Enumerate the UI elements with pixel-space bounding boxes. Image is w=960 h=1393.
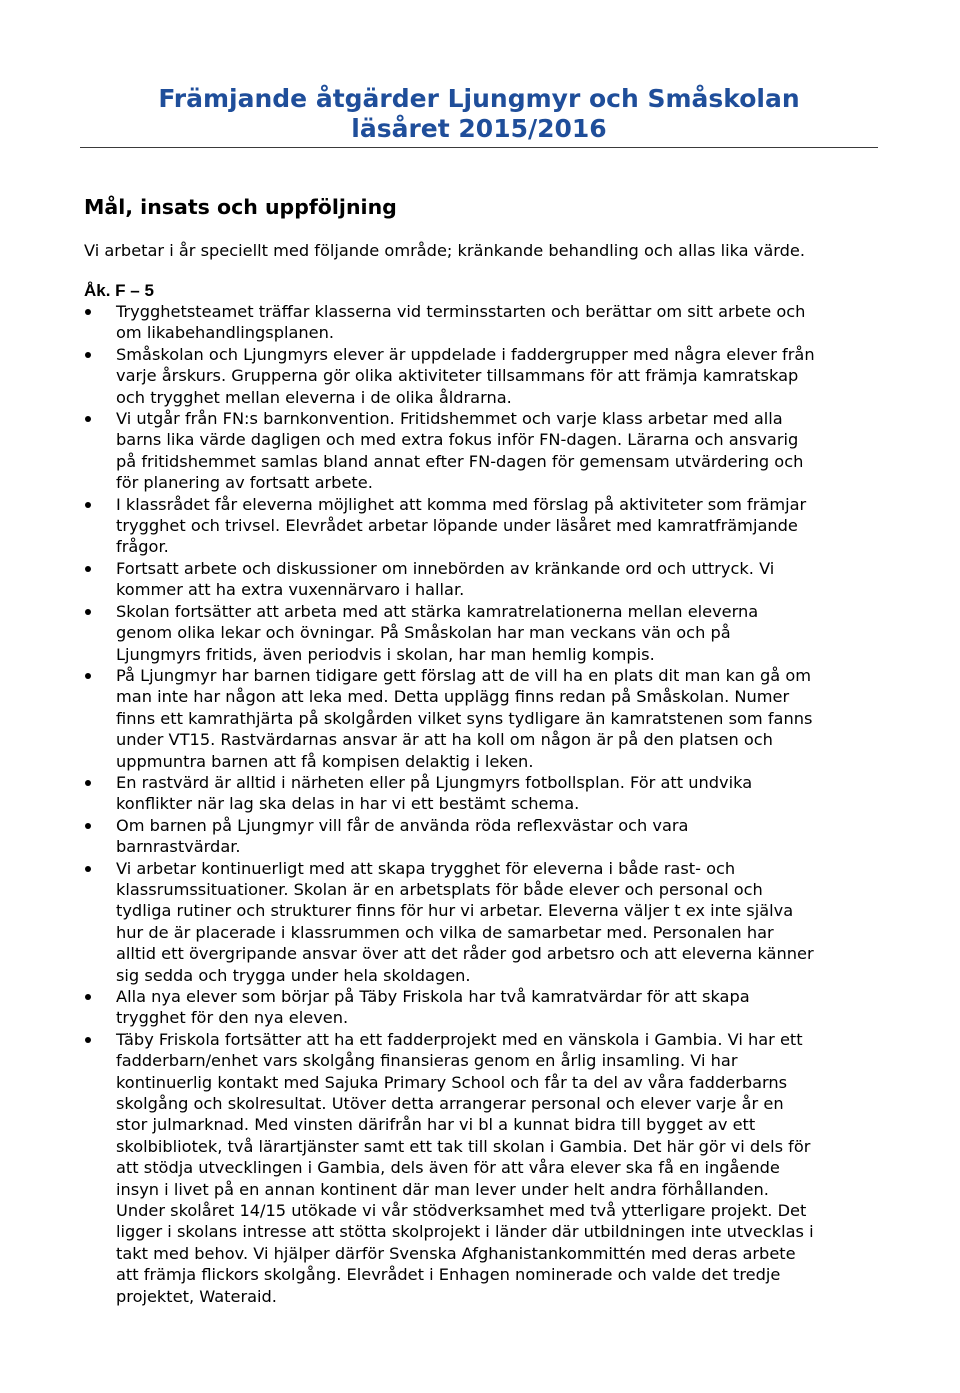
list-item <box>84 558 884 601</box>
bullet-text-line: trygghet för den nya eleven. <box>116 1008 349 1028</box>
bullet-icon <box>85 1037 91 1043</box>
bullet-text-line: Skolan fortsätter att arbeta med att stärka kamratrelationerna mellan eleverna <box>116 601 759 621</box>
bullet-text-line: Trygghetsteamet träffar klasserna vid terminsstarten och berättar om sitt arbete och <box>116 302 806 321</box>
bullet-text-line: Fortsatt arbete och diskussioner om innebörden av kränkande ord och uttryck. Vi <box>116 558 775 578</box>
bullet-icon <box>85 866 91 872</box>
bullet-icon <box>85 502 91 508</box>
document-title-line-2: läsåret 2015/2016 <box>351 114 607 143</box>
bullet-text-line: Vi arbetar kontinuerligt med att skapa trygghet för eleverna i både rast- och <box>116 858 736 878</box>
bullet-text-line: barnrastvärdar. <box>116 837 241 857</box>
document-title <box>80 84 878 144</box>
intro-paragraph: Vi arbetar i år speciellt med följande område; kränkande behandling och allas lika värde. <box>84 241 805 260</box>
bullet-text-line: Vi utgår från FN:s barnkonvention. Fritidshemmet och varje klass arbetar med alla <box>116 409 783 429</box>
list-item <box>84 601 884 665</box>
bullet-text-line: takt med behov. Vi hjälper därför Svenska Afghanistankommittén med deras arbete <box>116 1243 796 1263</box>
list-item <box>84 986 884 1029</box>
bullet-text-line: under VT15. Rastvärdarnas ansvar är att ha koll om någon är på den platsen och <box>116 730 773 750</box>
bullet-icon <box>85 566 91 572</box>
bullet-text-line: man inte har någon att leka med. Detta upplägg finns redan på Småskolan. Numer <box>116 687 790 707</box>
bullet-text-line: fadderbarn/enhet vars skolgång finansieras genom en årlig insamling. Vi har <box>116 1051 738 1071</box>
bullet-text-line: konflikter när lag ska delas in har vi ett bestämt schema. <box>116 794 580 814</box>
bullet-text-line: tydliga rutiner och strukturer finns för hur vi arbetar. Eleverna väljer t ex inte själva <box>116 901 794 921</box>
bullet-text-line: klassrumssituationer. Skolan är en arbetsplats för både elever och personal och <box>116 879 763 899</box>
bullet-text-line: varje årskurs. Grupperna gör olika aktiviteter tillsammans för att främja kamratskap <box>116 366 799 386</box>
list-item <box>84 344 884 408</box>
section-heading: Mål, insats och uppföljning <box>84 195 397 219</box>
bullet-text-line: Om barnen på Ljungmyr vill får de använda röda reflexvästar och vara <box>116 815 689 835</box>
bullet-text-line: barns lika värde dagligen och med extra fokus inför FN-dagen. Lärarna och ansvarig <box>116 430 799 450</box>
bullet-text-line: uppmuntra barnen att få kompisen delaktig i leken. <box>116 751 534 771</box>
bullet-text-line: kontinuerlig kontakt med Sajuka Primary School och får ta del av våra fadderbarns <box>116 1072 788 1092</box>
bullet-icon <box>85 673 91 679</box>
list-item <box>84 494 884 558</box>
list-item <box>84 1029 884 1307</box>
bullet-icon <box>85 994 91 1000</box>
bullet-text-line: Alla nya elever som börjar på Täby Friskola har två kamratvärdar för att skapa <box>116 987 750 1006</box>
list-item <box>84 301 884 344</box>
list-item <box>84 665 884 772</box>
title-divider <box>80 147 878 148</box>
list-item <box>84 772 884 815</box>
bullet-text-line: skolbibliotek, två lärartjänster samt ett tak till skolan i Gambia. Det här gör vi dels för <box>116 1136 811 1156</box>
bullet-text-line: Täby Friskola fortsätter att ha ett fadderprojekt med en vänskola i Gambia. Vi har ett <box>116 1029 803 1049</box>
bullet-text-line: att främja flickors skolgång. Elevrådet i Enhagen nominerade och valde det tredje <box>116 1265 781 1285</box>
bullet-icon <box>85 780 91 786</box>
bullet-text-line: Under skolåret 14/15 utökade vi vår stödverksamhet med två ytterligare projekt. Det <box>116 1201 807 1221</box>
bullet-text-line: På Ljungmyr har barnen tidigare gett förslag att de vill ha en plats dit man kan gå om <box>116 665 811 685</box>
bullet-text-line: trygghet och trivsel. Elevrådet arbetar löpande under läsåret med kamratfrämjande <box>116 516 798 536</box>
bullet-icon <box>85 309 91 315</box>
bullet-text-line: frågor. <box>116 537 169 557</box>
bullet-text-line: och trygghet mellan eleverna i de olika åldrarna. <box>116 387 512 407</box>
bullet-text-line: genom olika lekar och övningar. På Småskolan har man veckans vän och på <box>116 623 731 643</box>
bullet-text-line: sig sedda och trygga under hela skoldagen. <box>116 965 471 985</box>
bullet-icon <box>85 609 91 615</box>
document-title-line-1: Främjande åtgärder Ljungmyr och Småskolan <box>158 84 800 113</box>
list-item <box>84 815 884 858</box>
bullet-text-line: Småskolan och Ljungmyrs elever är uppdelade i faddergrupper med några elever från <box>116 344 815 364</box>
bullet-text-line: om likabehandlingsplanen. <box>116 323 335 343</box>
bullet-text-line: En rastvärd är alltid i närheten eller på Ljungmyrs fotbollsplan. För att undvika <box>116 772 753 792</box>
bullet-text-line: insyn i livet på en annan kontinent där man lever under helt andra förhållanden. <box>116 1179 769 1199</box>
bullet-icon <box>85 352 91 358</box>
bullet-text-line: projektet, Wateraid. <box>116 1286 277 1306</box>
bullet-text-line: att stödja utvecklingen i Gambia, dels även för att våra elever ska få en ingående <box>116 1158 780 1178</box>
list-item <box>84 858 884 986</box>
measures-bullet-list <box>84 301 884 1307</box>
bullet-text-line: finns ett kamrathjärta på skolgården vilket syns tydligare än kamratstenen som fanns <box>116 708 813 728</box>
bullet-text-line: hur de är placerade i klassrummen och vilka de samarbetar med. Personalen har <box>116 922 774 942</box>
bullet-text-line: skolgång och skolresultat. Utöver detta arrangerar personal och elever varje år en <box>116 1094 784 1114</box>
grade-label: Åk. F – 5 <box>84 281 154 300</box>
bullet-text-line: ligger i skolans intresse att stötta skolprojekt i länder där utbildningen inte utvecklas i <box>116 1222 814 1242</box>
bullet-text-line: alltid ett övergripande ansvar över att det råder god arbetsro och att eleverna känner <box>116 944 814 964</box>
bullet-text-line: kommer att ha extra vuxennärvaro i hallar. <box>116 580 465 600</box>
bullet-text-line: på fritidshemmet samlas bland annat efter FN-dagen för gemensam utvärdering och <box>116 451 804 471</box>
bullet-text-line: stor julmarknad. Med vinsten därifrån har vi bl a kunnat bidra till bygget av ett <box>116 1115 756 1135</box>
list-item <box>84 408 884 494</box>
bullet-text-line: Ljungmyrs fritids, även periodvis i skolan, har man hemlig kompis. <box>116 644 655 664</box>
bullet-text-line: för planering av fortsatt arbete. <box>116 473 373 493</box>
bullet-text-line: I klassrådet får eleverna möjlighet att komma med förslag på aktiviteter som främjar <box>116 494 807 514</box>
bullet-icon <box>85 823 91 829</box>
bullet-icon <box>85 416 91 422</box>
